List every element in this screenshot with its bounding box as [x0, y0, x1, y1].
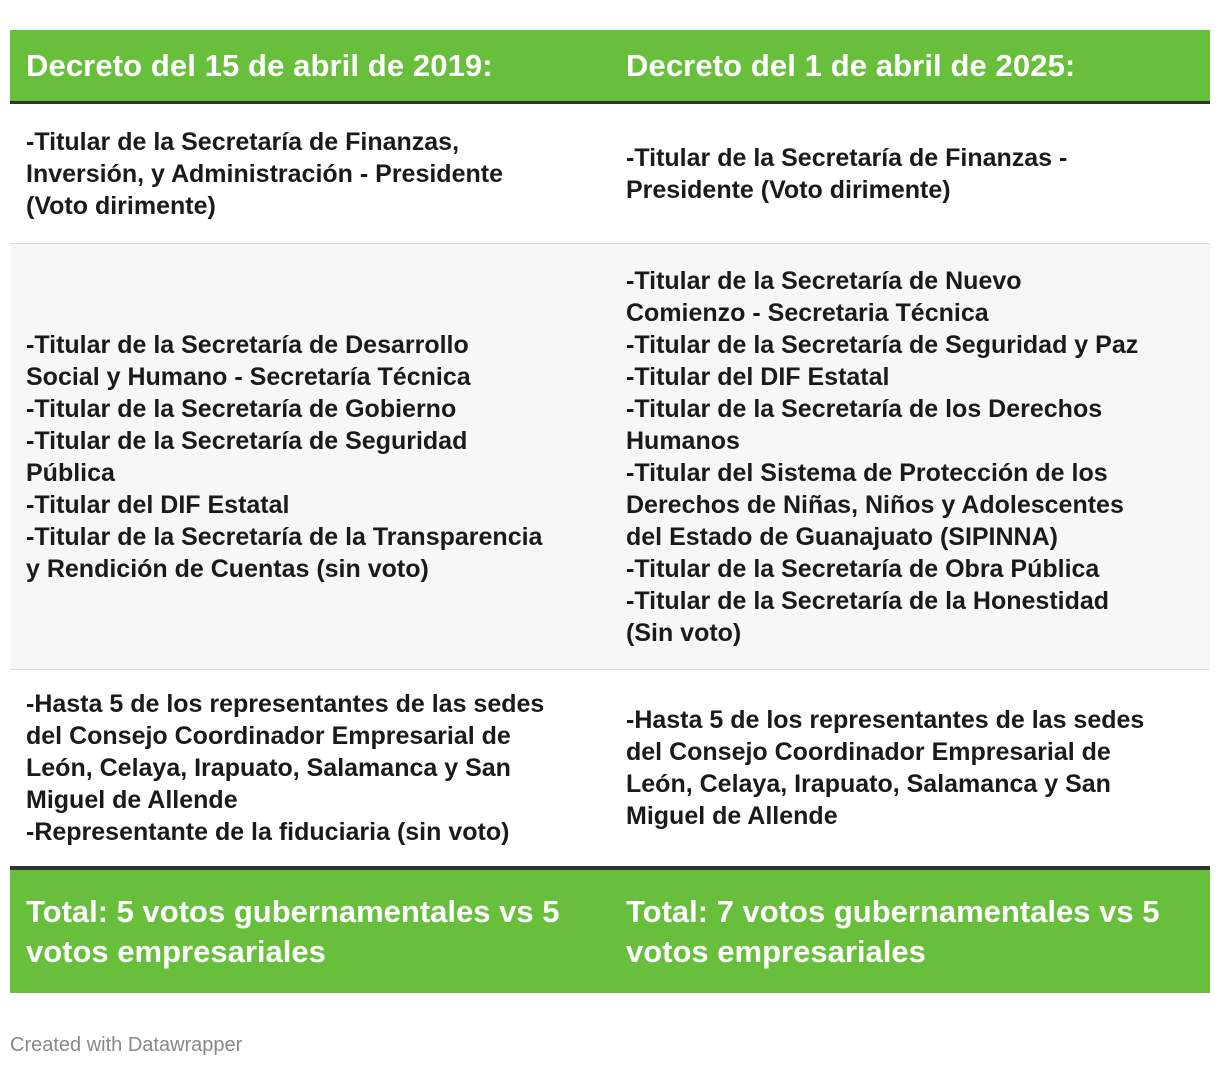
datawrapper-credit: Created with Datawrapper — [10, 1034, 243, 1056]
table-row — [10, 670, 1210, 870]
table-cell-2019: -Hasta 5 de los representantes de las sedes del Consejo Coordinador Empresarial de León, Celaya, Irapuato, Salamanca y San Miguel de Allende -Representante de la fiduciaria (sin voto) — [26, 690, 545, 846]
table-row — [10, 104, 1210, 244]
footer-cell-2025: Total: 7 votos gubernamentales vs 5 votos empresariales — [626, 893, 1160, 969]
table-cell-2025: -Titular de la Secretaría de Nuevo Comienzo - Secretaria Técnica -Titular de la Secretaría de Seguridad y Paz -Titular del DIF Estatal -Titular de la Secretaría de los Derechos Humanos -Titular del Sistema de Protección de los Derechos de Niñas, Niños y Adolescentes del Estado de Guanajuato (SIPINNA) -Titular de la Secretaría de Obra Pública -Titular de la Secretaría de la Honestidad (Sin voto) — [626, 266, 1139, 647]
table-cell-2025: -Hasta 5 de los representantes de las sedes del Consejo Coordinador Empresarial de León, Celaya, Irapuato, Salamanca y San Miguel de Allende — [626, 706, 1145, 830]
table-footer-row — [10, 870, 1210, 993]
header-cell-2025: Decreto del 1 de abril de 2025: — [626, 47, 1076, 83]
table-row — [10, 244, 1210, 670]
table-cell-2025: -Titular de la Secretaría de Finanzas - Presidente (Voto dirimente) — [626, 143, 1068, 204]
comparison-table — [10, 30, 1210, 993]
table-cell-2019: -Titular de la Secretaría de Finanzas, Inversión, y Administración - Presidente (Voto dirimente) — [26, 127, 503, 220]
table-cell-2019: -Titular de la Secretaría de Desarrollo Social y Humano - Secretaría Técnica -Titular de la Secretaría de Gobierno -Titular de la Secretaría de Seguridad Pública -Titular del DIF Estatal -Titular de la Secretaría de la Transparencia y Rendición de Cuentas (sin voto) — [26, 330, 543, 583]
table-header-row — [10, 30, 1210, 104]
header-cell-2019: Decreto del 15 de abril de 2019: — [26, 47, 493, 83]
footer-cell-2019: Total: 5 votos gubernamentales vs 5 votos empresariales — [26, 893, 560, 969]
